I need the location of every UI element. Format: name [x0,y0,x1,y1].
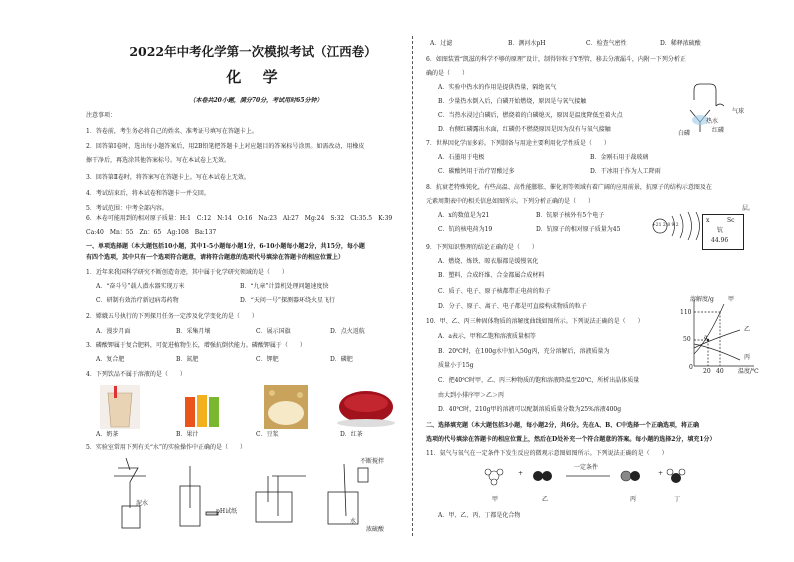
q6-option-a[interactable]: A．实验中热水的作用是提供热量，隔绝氧气 [438,84,557,91]
notice-line: 擦干净后，再选涂其他答案标号。写在本试卷上无效。 [86,157,231,164]
q3-option-b[interactable]: B．氮肥 [176,356,199,363]
q6-stem: 确的是（ ） [426,70,469,77]
notice-line: 5．考试范围：中考全部内容。 [86,205,168,212]
soy-milk-image [264,385,308,429]
q1-option-d[interactable]: D．“天问一号”探测器环绕火星飞行 [240,297,335,304]
milk-tea-image [100,385,140,429]
q4-option-b[interactable]: B．果汁 [176,431,199,438]
label-yi: 乙 [744,326,751,333]
q4-option-a[interactable]: A．奶茶 [96,431,119,438]
q8-stem: 元素周期表中的相关信息如图所示。下列分析正确的是（ ） [426,198,595,205]
q2-option-b[interactable]: B．采集月壤 [176,328,211,335]
column-divider [412,36,413,536]
q10-option-c-cont: 由大到小排序甲＞乙＞丙 [438,392,505,399]
red-tea-image [336,385,396,429]
q11-option-a[interactable]: A．甲、乙、丙、丁都是化合物 [438,512,521,519]
point-a-label: a [704,334,708,341]
q1-option-a[interactable]: A．“奋斗号”载人潜水器实现万米 [96,283,185,290]
label-ding: 丁 [674,496,681,503]
q7-option-b[interactable]: B．金刚石用于裁玻璃 [590,154,649,161]
molecule-jia [485,469,503,485]
molecule-ding [667,469,685,483]
q5-option-a[interactable]: A．过滤 [430,40,453,47]
q7-option-d[interactable]: D．干冰用于作为人工降雨 [590,168,661,175]
q5-option-c[interactable]: C．检查气密性 [586,40,627,47]
label-red-p: 红磷 [712,127,725,134]
cell-name: 钪 [717,227,724,234]
q10-stem: 10．甲、乙、丙三种固体物质的溶解度曲线如图所示。下列说法正确的是（ ） [426,318,644,325]
label-white-p: 白磷 [678,130,691,137]
notice-line: 3．回答第Ⅱ卷时，将答案写在答题卡上。写在本试卷上无效。 [86,174,250,181]
molecule-yi [533,471,552,481]
q7-stem: 7．世界因化学而多彩。下列制备与用途主要利用化学性质是（ ） [426,140,610,147]
layer-label: 层。 [742,205,755,212]
cell-symbol: Sc [727,217,735,224]
cell-number: x [706,217,710,224]
label-ph-paper: pH试纸 [216,508,238,515]
q7-option-c[interactable]: C．碳酸钙用于治疗胃酸过多 [438,168,515,175]
q10-option-b[interactable]: B．20℃时，在100g水中加入50g丙，充分溶解后，溶液质量为 [438,348,610,355]
q9-option-d[interactable]: D．分子、原子、离子、电子都是可直接构成物质的粒子 [438,303,587,310]
q3-option-c[interactable]: C．钾肥 [256,356,279,363]
tick-110: 110 [680,309,692,316]
q8-option-c[interactable]: C．钪的核电荷为19 [438,226,493,233]
q6-stem: 6．如图装置“凯滋的科学不够的原理”设计，制得锌粒于Y型管，移去分液漏斗，内附一下列分析正 [426,56,686,63]
q6-option-d[interactable]: D．右侧红磷露出水面，红磷仍不燃烧原因是因为没有与氧气接触 [438,126,611,133]
q4-option-c[interactable]: C．豆浆 [256,431,279,438]
q9-option-c[interactable]: C．质子、电子、原子核都带正电荷的粒子 [438,288,551,295]
graph-ylabel: 溶解度/g [690,296,714,303]
graph-xlabel: 温度/℃ [738,368,759,375]
drink-images [100,385,400,429]
q5-option-d[interactable]: D．稀释浓硫酸 [660,40,701,47]
section2-title: 二、选择填充题（本大题包括3小题，每小题2分，共6分。先在A、B、C中选择一个正确选项，将正确 [426,422,700,429]
solubility-graph [680,296,760,374]
label-jia: 甲 [492,496,499,503]
label-jia: 甲 [728,296,735,303]
plus-sign: + [518,470,524,477]
curve-jia [694,304,724,354]
tick-40: 40 [716,368,724,375]
notice-line: 6．本卷可能用到的相对原子质量：H:1 C:12 N:14 O:16 Na:23 Al:27 Mg:24 S:32 Cl:35.5 K:39 [86,215,393,222]
ph-test-apparatus [180,466,218,526]
airtightness-apparatus [256,476,306,522]
q8-option-d[interactable]: D．钪原子的相对原子质量为45 [536,226,621,233]
q10-option-a[interactable]: A．a表示，甲和乙饱和溶液质量相等 [438,333,536,340]
notice-line: 2．回答第Ⅰ卷时，选出每小题答案后，用2B铅笔把答题卡上对应题目的答案标号涂黑。如需改动，用橡皮 [86,143,365,150]
q8-option-b[interactable]: B．钪原子核外有5个电子 [536,212,605,219]
label-bing: 丙 [630,496,637,503]
q2-option-d[interactable]: D．点火返航 [330,328,365,335]
filtration-apparatus [114,458,149,528]
tick-0: 0 [689,364,693,371]
label-hot-water: 热水 [706,118,719,125]
q6-option-b[interactable]: B．少量热水倒入后，白磷开始燃烧，原因是与氧气接触 [438,98,587,105]
dilution-apparatus [328,464,368,524]
q2-stem: 2．嫦娥五号执行的下列探月任务一定涉及化学变化的是（ ） [86,313,258,320]
label-bing: 丙 [744,354,751,361]
page-title: 2022年中考化学第一次模拟考试（江西卷） [129,44,377,59]
q1-stem: 1．近年来我国科学研究不断创造奇迹，其中属于化学研究领域的是（ ） [86,269,288,276]
q3-option-a[interactable]: A．复合肥 [96,356,125,363]
q2-option-a[interactable]: A．漫步月面 [96,328,131,335]
section2-title: 选项的代号填涂在答题卡的相应位置上，然后在D处补充一个符合题意的答案。每小题的选择2分，填充1分） [426,436,716,443]
q1-option-c[interactable]: C．研制有效治疗新冠病毒药物 [96,297,179,304]
q8-option-a[interactable]: A．x的数值是为21 [438,212,490,219]
section1-title: 一、单项选择题（本大题包括10小题，其中1-5小题每小题1分，6-10小题每小题2分，共15分，每小题 [86,243,365,250]
q4-option-d[interactable]: D．红茶 [340,431,363,438]
notice-line: 4．考试结束后，将本试卷和答题卡一并交回。 [86,190,210,197]
exam-info: （本卷共20小题，满分70分，考试用时65分钟） [189,97,323,104]
q9-option-a[interactable]: A．燃烧、炼铁、晾衣服都是缓慢氧化 [438,258,539,265]
label-balloon: 气球 [732,108,745,115]
q9-option-b[interactable]: B．塑料、合成纤维、合金都属合成材料 [438,272,545,279]
q5-stem: 5．实验室常用下列有关“水”的实验操作中正确的是（ ） [86,444,246,451]
q4-stem: 4．下列饮品不属于溶液的是（ ） [86,371,186,378]
q3-stem: 3．磷酸钾属于复合肥料，可促进植物生长，增强抗倒伏能力。磷酸钾属于（ ） [86,342,306,349]
label-stir: 不断搅拌 [360,458,385,465]
q8-stem: 8．抗衰老特殊钝化，有些高温、高性能膨胀、催化剂等领域有着广阔的应用前景，抗原子的结构示意图及在 [426,184,712,191]
plus-sign: + [658,470,664,477]
subject-title: 化 学 [226,68,286,86]
section1-title: 有四个选项，其中只有一个选项符合题意，请将符合题意的选项代号填涂在答题卡的相应位置上） [86,254,345,261]
label-yi: 乙 [542,496,549,503]
label-mud-water: 泥水 [136,500,149,507]
q10-option-b-cont: 质量小于15g [438,362,474,369]
q11-stem: 11．氨气与氧气在一定条件下发生反应的微观示意图如图所示。下列说法正确的是（ ） [426,450,668,457]
cell-mass: 44.96 [711,237,729,244]
q9-stem: 9．下列知识整理的结论正确的是（ ） [426,244,538,251]
tick-20: 20 [703,368,711,375]
atom-numbers: +21 2 8 9 2 [652,223,679,228]
q2-option-c[interactable]: C．展示国旗 [256,328,291,335]
notice-title: 注意事项： [86,112,117,119]
q6-option-c[interactable]: C．当热水浸过白磷后，燃烧着的白磷熄灭，原因是温度降低至着火点 [438,112,623,119]
q5-option-b[interactable]: B．测河水pH [508,40,546,47]
q7-option-a[interactable]: A．石墨用于电极 [438,154,485,161]
juice-image [182,385,222,429]
molecule-bing [621,471,640,481]
q1-option-b[interactable]: B．“九章”计算机处理问题速度快 [240,283,329,290]
periodic-cell [702,214,744,250]
notice-line: 1．答卷前，考生务必将自己的姓名、准考证号填写在答题卡上。 [86,128,258,135]
notice-line: Ca:40 Mn：55 Zn：65 Ag:108 Ba:137 [86,229,217,236]
label-water: 水 [350,518,357,525]
q3-option-d[interactable]: D．磷肥 [330,356,353,363]
label-conc-acid: 浓硫酸 [366,526,385,533]
q10-option-d[interactable]: D．40℃时，210g甲的溶液可以配制溶质质量分数为25%溶液400g [438,406,622,413]
q10-option-c[interactable]: C．把40℃时甲、乙、丙三种物质的饱和溶液降温至20℃，所析出晶体质量 [438,377,640,384]
reaction-condition: 一定条件 [574,464,599,471]
tick-50: 50 [683,336,691,343]
